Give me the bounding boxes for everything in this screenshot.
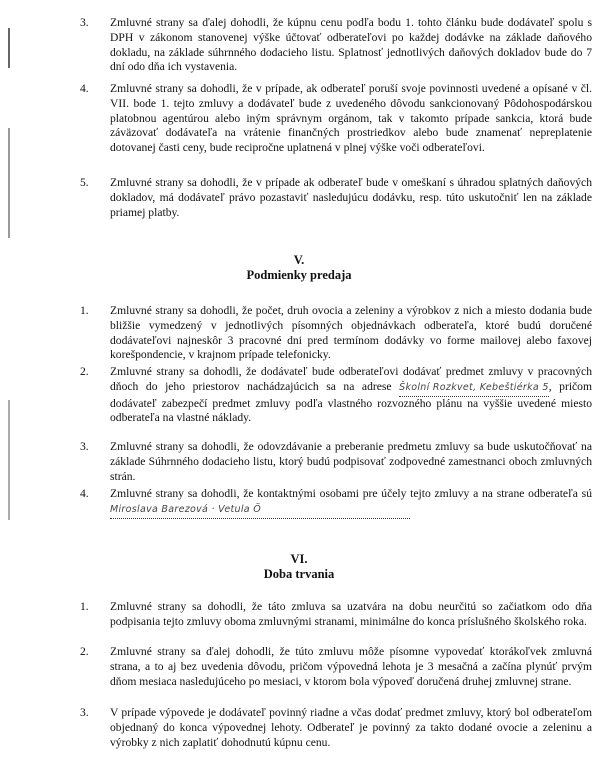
handwritten-address: Školní Rozkvet, Kebeštiérka 5 (399, 381, 549, 397)
section-number: V. (293, 253, 305, 267)
list-item (80, 16, 592, 75)
list-item (80, 365, 592, 426)
list-item (80, 440, 592, 484)
item-text: V prípade výpovede je dodávateľ povinný riadne a včas dodať predmet zmluvy, ktorý bol odberateľom objednaný do konca výpovednej lehoty. Odberateľ je povinný za takto dodané ovocie a zeleninu a výrobky z nich zaplatiť dohodnutú kúpnu cenu. (110, 706, 592, 749)
list-item (80, 645, 592, 689)
item-number: 2. (80, 365, 89, 378)
handwritten-contact: Miroslava Barezová · Vetula Ö (110, 503, 410, 519)
list-item (80, 176, 592, 220)
item-number: 3. (80, 706, 89, 719)
list-item (80, 304, 592, 363)
item-text: Zmluvné strany sa dohodli, že počet, druh ovocia a zeleniny a výrobkov z nich a miesto dodania bude bližšie vymedzený v jednotlivých písomných objednávkach odberateľa, ktoré budú doručené dodávateľovi najneskôr 3 pracovné dni pred termínom dodávky vo forme mailovej alebo faxovej korešpondencie, v krajnom prípade telefonicky. (110, 304, 592, 362)
scan-edge-mark (8, 28, 10, 68)
item-number: 4. (80, 82, 89, 95)
item-text: Zmluvné strany sa dohodli, že v prípade ak odberateľ bude v omeškaní s úhradou splatných daňových dokladov, má dodávateľ právo pozastaviť nasledujúcu dodávku, resp. túto uskutočniť len na základe priamej platby. (110, 176, 592, 219)
item-number: 1. (80, 600, 89, 613)
item-number: 3. (80, 440, 89, 453)
item-number: 2. (80, 645, 89, 658)
section-number: VI. (290, 552, 308, 566)
item-text: Zmluvné strany sa dohodli, že táto zmluva sa uzatvára na dobu neurčitú so začiatkom odo dňa podpisania tejto zmluvy oboma zmluvnými stranami, minimálne do konca príslušného školského roka. (110, 600, 592, 628)
scan-edge-mark (8, 128, 10, 238)
item-text: Zmluvné strany sa ďalej dohodli, že kúpnu cenu podľa bodu 1. tohto článku bude dodávateľ spolu s DPH v zákonom stanovenej výške účtovať odberateľovi po každej dodávke na základe daňového dokladu, na základe súhrnného dodacieho listu. Splatnosť jednotlivých daňových dokladov bude do 7 dní odo dňa ich vystavenia. (110, 16, 592, 74)
section-title: Podmienky predaja (246, 268, 352, 282)
item-text-after: , pričom dodávateľ zabezpečí predmet zmluvy podľa vlastného rozvozného plánu na vyššie uvedené miesto odberateľa na vlastné náklady. (110, 379, 592, 425)
item-text: Zmluvné strany sa ďalej dohodli, že túto zmluvu môže písomne vypovedať ktorákoľvek zmluvná strana, a to aj bez uvedenia dôvodu, pričom výpovedná lehota je 3 mesačná a začína plynúť prvým dňom mesiaca nasledujúceho po mesiaci, v ktorom bola výpoveď doručená druhej zmluvnej strane. (110, 645, 592, 688)
item-number: 3. (80, 16, 89, 29)
item-text-before: Zmluvné strany sa dohodli, že kontaktnými osobami pre účely tejto zmluvy a na strane odberateľa sú (110, 487, 592, 500)
item-text: Zmluvné strany sa dohodli, že v prípade, ak odberateľ poruší svoje povinnosti uvedené a opísané v čl. VII. bode 1. tejto zmluvy a dodávateľ bude z uvedeného dôvodu sankcionovaný Pôdohospodárskou platobnou agentúrou alebo iným správnym orgánom, tak v takomto prípade sankcia, ktorá bude záväzovať dodávateľa na vrátenie finančných prostriedkov alebo bude znamenať nepreplatenie dotovanej časti ceny, bude recipročne uplatnená v plnej výške voči odberateľovi. (110, 82, 592, 155)
list-item (80, 706, 592, 750)
item-text (110, 487, 592, 519)
item-text (110, 365, 592, 426)
item-number: 1. (80, 304, 89, 317)
list-item (80, 600, 592, 630)
section-title: Doba trvania (263, 567, 335, 581)
item-number: 5. (80, 176, 89, 189)
item-number: 4. (80, 487, 89, 500)
item-text-before: Zmluvné strany sa dohodli, že dodávateľ bude odberateľovi dodávať predmet zmluvy v pracovných dňoch do jeho priestorov nachádzajúcich sa na adrese (110, 365, 592, 393)
scan-edge-mark (8, 400, 10, 520)
list-item (80, 82, 592, 156)
list-item (80, 487, 592, 519)
item-text: Zmluvné strany sa dohodli, že odovzdávanie a preberanie predmetu zmluvy sa bude uskutočňovať na základe Súhrnného dodacieho listu, ktorý budú podpisovať zodpovedné zamestnanci oboch zmluvných strán. (110, 440, 592, 483)
